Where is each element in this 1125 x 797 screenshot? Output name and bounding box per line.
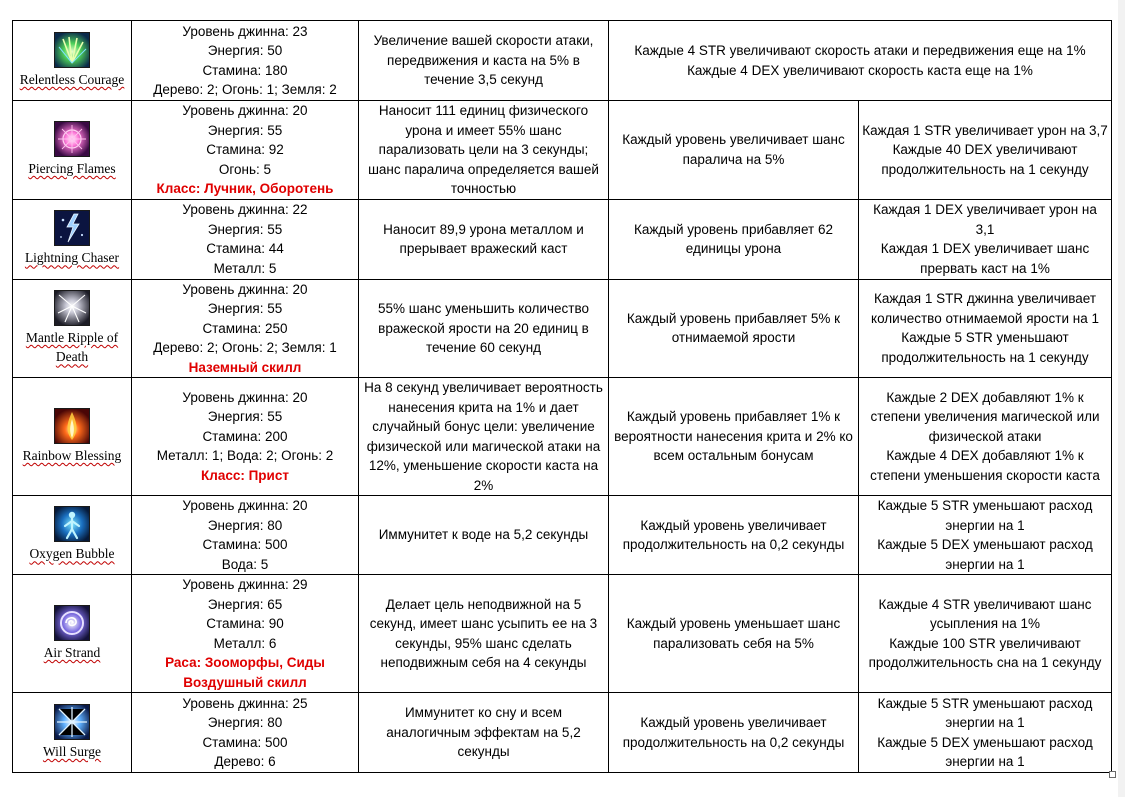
skill-stat-bonus-cell: [859, 693, 1112, 773]
skill-name-cell: [13, 199, 132, 279]
skill-level-bonus-cell: [609, 496, 859, 575]
requirement-line: Дерево: 2; Огонь: 1; Земля: 2: [153, 82, 337, 97]
skill-description: Иммунитет ко сну и всем аналогичным эффектам на 5,2 секунды: [386, 705, 581, 760]
skill-name-cell: [13, 693, 132, 773]
requirement-line: Энергия: 55: [207, 221, 283, 237]
level-bonus: Каждый уровень прибавляет 5% к отнимаемой ярости: [626, 310, 841, 346]
requirement-line: Энергия: 80: [207, 517, 283, 533]
skill-row: [13, 496, 1112, 575]
skill-name: Mantle Ripple of Death: [25, 329, 119, 365]
requirement-line: Энергия: 80: [207, 715, 283, 730]
rainbow-blessing-icon: [54, 408, 90, 444]
requirement-line: Стамина: 250: [202, 320, 288, 336]
skill-row: [13, 693, 1112, 773]
oxygen-bubble-icon: [54, 506, 90, 542]
skill-requirements-cell: [132, 496, 359, 575]
piercing-flames-icon: [54, 121, 90, 157]
stat-bonus-line: Каждая 1 STR увеличивает урон на 3,7: [862, 122, 1108, 138]
requirement-line: Дерево: 2; Огонь: 2; Земля: 1: [153, 340, 337, 355]
class-note: Класс: Прист: [201, 467, 289, 483]
stat-bonus-line: Каждая 1 DEX увеличивает урон на 3,1: [873, 202, 1097, 237]
requirement-line: Металл: 5: [213, 260, 277, 276]
stat-bonus-line: Каждые 100 STR увеличивают продолжительность сна на 1 секунду: [868, 635, 1102, 670]
skill-name: Piercing Flames: [28, 161, 116, 176]
skill-name-cell: [13, 101, 132, 200]
stat-bonus-line: Каждые 4 DEX увеличивают скорость каста еще на 1%: [687, 62, 1033, 78]
requirement-line: Энергия: 50: [207, 43, 283, 58]
requirement-line: Уровень джинна: 20: [182, 103, 308, 118]
stat-bonus-line: Каждые 5 DEX уменьшают расход энергии на 1: [877, 537, 1093, 572]
requirement-line: Вода: 5: [221, 556, 269, 572]
air-strand-icon: [54, 605, 90, 641]
level-bonus: Каждый уровень увеличивает шанс паралича на 5%: [622, 132, 845, 167]
stat-bonus-line: Каждые 4 STR увеличивают шанс усыпления на 1%: [878, 596, 1092, 631]
skill-row: [13, 21, 1112, 101]
skill-description-cell: [359, 199, 609, 279]
skill-name: Air Strand: [43, 644, 101, 660]
skill-stat-bonus-cell: [859, 378, 1112, 496]
lightning-chaser-icon: [54, 210, 90, 246]
skill-requirements-cell: [132, 575, 359, 693]
skill-name-cell: [13, 279, 132, 378]
skill-requirements-cell: [132, 279, 359, 378]
requirement-line: Дерево: 6: [214, 754, 276, 769]
requirement-line: Уровень джинна: 25: [182, 695, 308, 711]
stat-bonus-line: Каждая 1 STR джинна увеличивает количество отнимаемой ярости на 1: [871, 291, 1099, 326]
requirement-line: Уровень джинна: 23: [182, 23, 308, 39]
skill-requirements-cell: [132, 199, 359, 279]
relentless-courage-icon: [54, 32, 90, 68]
skill-requirements-cell: [132, 693, 359, 773]
skill-description-cell: [359, 575, 609, 693]
requirement-line: Уровень джинна: 20: [182, 389, 308, 405]
stat-bonus-line: Каждые 5 STR уменьшают расход энергии на 1: [877, 498, 1093, 533]
skill-name: Relentless Courage: [19, 71, 125, 87]
requirement-line: Стамина: 200: [202, 428, 288, 444]
mantle-ripple-of-death-icon: [54, 290, 90, 326]
level-bonus: Каждый уровень прибавляет 62 единицы урона: [633, 221, 833, 256]
class-note: Наземный скилл: [188, 359, 302, 375]
requirement-line: Огонь: 5: [218, 161, 272, 177]
skill-name-cell: [13, 21, 132, 101]
skill-row: [13, 199, 1112, 279]
requirement-line: Стамина: 90: [206, 616, 284, 631]
skill-level-bonus-cell: [609, 279, 859, 378]
requirement-line: Стамина: 180: [202, 62, 288, 78]
stat-bonus-line: Каждые 5 DEX уменьшают расход энергии на 1: [877, 734, 1093, 769]
skill-description-cell: [359, 21, 609, 101]
skill-name-cell: [13, 575, 132, 693]
stat-bonus-line: Каждые 2 DEX добавляют 1% к степени увеличения магической или физической атаки: [870, 389, 1100, 444]
page-edge: [1118, 0, 1125, 797]
stat-bonus-line: Каждые 5 STR уменьшают продолжительность на 1 секунду: [881, 330, 1089, 365]
class-note: Раса: Зооморфы, Сиды: [165, 655, 325, 670]
skill-description-cell: [359, 693, 609, 773]
skill-stat-bonus-cell: [859, 496, 1112, 575]
requirement-line: Энергия: 55: [207, 301, 283, 316]
skill-requirements-cell: [132, 101, 359, 200]
level-bonus: Каждый уровень увеличивает продолжительность на 0,2 секунды: [622, 517, 845, 552]
skill-requirements-cell: [132, 21, 359, 101]
skill-row: [13, 279, 1112, 378]
requirement-line: Энергия: 55: [207, 409, 283, 425]
requirement-line: Уровень джинна: 29: [182, 577, 308, 592]
skill-stat-bonus-cell: [859, 101, 1112, 200]
skill-requirements-cell: [132, 378, 359, 496]
skill-name: Will Surge: [42, 743, 102, 759]
will-surge-icon: [54, 704, 90, 740]
skill-row: [13, 575, 1112, 693]
requirement-line: Уровень джинна: 22: [182, 202, 308, 217]
skill-level-bonus-cell: [609, 575, 859, 693]
skill-row: [13, 101, 1112, 200]
skill-bonus-merged-cell: [609, 21, 1112, 101]
stat-bonus-line: Каждые 40 DEX увеличивают продолжительность на 1 секунду: [881, 142, 1089, 177]
requirement-line: Энергия: 55: [207, 122, 283, 138]
skill-description: Увеличение вашей скорости атаки, передвижения и каста на 5% в течение 3,5 секунд: [373, 33, 594, 88]
skill-description: На 8 секунд увеличивает вероятность нанесения крита на 1% и дает случайный бонус цели: увеличение физической или магической атаки на 12%, уменьшение скорости каста на 2%: [364, 380, 603, 493]
level-bonus: Каждый уровень уменьшает шанс парализовать себя на 5%: [626, 616, 841, 651]
skill-level-bonus-cell: [609, 378, 859, 496]
skills-table: [12, 20, 1112, 773]
level-bonus: Каждый уровень увеличивает продолжительность на 0,2 секунды: [622, 715, 845, 750]
skill-name: Lightning Chaser: [24, 250, 120, 266]
skill-level-bonus-cell: [609, 199, 859, 279]
skill-name-cell: [13, 378, 132, 496]
skill-level-bonus-cell: [609, 693, 859, 773]
skill-description-cell: [359, 496, 609, 575]
table-resize-handle[interactable]: [1109, 771, 1116, 778]
stat-bonus-line: Каждые 4 STR увеличивают скорость атаки и передвижения еще на 1%: [634, 43, 1086, 58]
requirement-line: Стамина: 500: [202, 537, 288, 552]
stat-bonus-line: Каждая 1 DEX увеличивает шанс прервать каст на 1%: [880, 241, 1090, 276]
requirement-line: Стамина: 500: [202, 734, 288, 750]
level-bonus: Каждый уровень прибавляет 1% к вероятности нанесения крита и 2% ко всем остальным бонусам: [614, 409, 853, 464]
skill-description: Наносит 89,9 урона металлом и прерывает вражеский каст: [383, 221, 584, 256]
skill-name-cell: [13, 496, 132, 575]
skill-stat-bonus-cell: [859, 199, 1112, 279]
skill-description: Делает цель неподвижной на 5 секунд, имеет шанс усыпить ее на 3 секунды, 95% шанс сделать неподвижным себя на 4 секунды: [369, 596, 598, 670]
requirement-line: Уровень джинна: 20: [182, 498, 308, 513]
requirement-line: Уровень джинна: 20: [182, 281, 308, 297]
skill-description: Наносит 111 единиц физического урона и имеет 55% шанс парализовать цели на 3 секунды; шанс паралича определяется вашей точностью: [368, 103, 599, 196]
requirement-line: Металл: 6: [213, 635, 277, 651]
skill-description: Иммунитет к воде на 5,2 секунды: [378, 527, 589, 543]
skill-stat-bonus-cell: [859, 575, 1112, 693]
skill-description-cell: [359, 101, 609, 200]
skill-name: Rainbow Blessing: [22, 447, 122, 463]
skill-row: [13, 378, 1112, 496]
class-note: Класс: Лучник, Оборотень: [156, 181, 334, 196]
requirement-line: Энергия: 65: [207, 596, 283, 612]
stat-bonus-line: Каждые 4 DEX добавляют 1% к степени уменьшения скорости каста: [870, 448, 1100, 483]
skill-name: Oxygen Bubble: [29, 546, 115, 562]
requirement-line: Стамина: 44: [206, 241, 284, 256]
skill-level-bonus-cell: [609, 101, 859, 200]
class-note: Воздушный скилл: [183, 674, 307, 690]
stat-bonus-line: Каждые 5 STR уменьшают расход энергии на 1: [877, 695, 1093, 730]
skill-stat-bonus-cell: [859, 279, 1112, 378]
skill-description: 55% шанс уменьшить количество вражеской ярости на 20 единиц в течение 60 секунд: [378, 301, 589, 355]
requirement-line: Стамина: 92: [206, 142, 284, 157]
requirement-line: Металл: 1; Вода: 2; Огонь: 2: [156, 448, 334, 464]
skill-description-cell: [359, 279, 609, 378]
skill-description-cell: [359, 378, 609, 496]
